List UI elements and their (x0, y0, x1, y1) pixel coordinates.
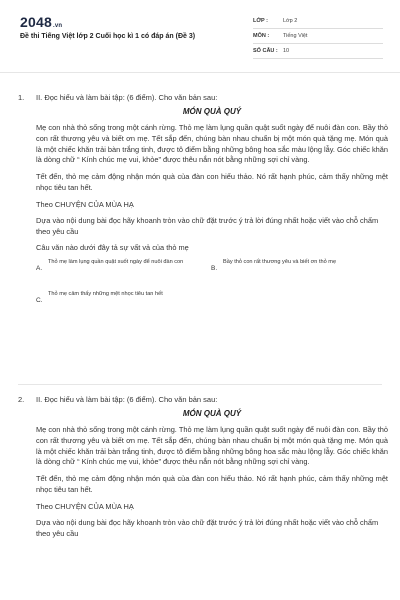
logo-text: 2048 (20, 14, 52, 30)
option-text: Thỏ mẹ làm lụng quần quật suốt ngày để nuôi đàn con (48, 259, 184, 266)
option-b[interactable] (211, 258, 391, 280)
site-logo[interactable] (20, 14, 62, 30)
answer-options (36, 258, 388, 320)
meta-label: SỐ CÂU : (253, 48, 278, 54)
question-body (36, 107, 388, 320)
meta-label: LỚP : (253, 18, 268, 24)
exam-meta (253, 14, 383, 59)
meta-value: Lớp 2 (283, 18, 298, 24)
meta-row-count (253, 44, 383, 59)
passage-paragraph: Mẹ con nhà thỏ sống trong một cánh rừng. Thỏ mẹ làm lụng quần quật suốt ngày để nuôi đàn con. Bầy thỏ con rất thương yêu và biết ơn mẹ. Tết sắp đến, chúng bàn nhau chuẩn bị một món quà tặng mẹ. Món quà là một chiếc khăn trải bàn trắng tinh, được tô điểm bằng những bông hoa sắc màu lộng lẫy. Góc chiếc khăn là dòng chữ “ Kính chúc mẹ vui, khỏe” được thêu nắn nót bằng những sợi chỉ vàng. (36, 425, 388, 467)
meta-label: MÔN : (253, 33, 270, 39)
passage-paragraph: Tết đến, thỏ mẹ cảm động nhận món quà của đàn con hiếu thảo. Nó rất hạnh phúc, cảm thấy những mệt nhọc tiêu tan hết. (36, 474, 388, 494)
logo-suffix: .vn (52, 23, 63, 29)
passage-source: Theo CHUYỆN CỦA MÙA HẠ (36, 199, 134, 209)
question-text: Câu văn nào dưới đây tả sự vất vả của thỏ mẹ (36, 243, 189, 253)
passage-paragraph: Tết đến, thỏ mẹ cảm động nhận món quà của đàn con hiếu thảo. Nó rất hạnh phúc, cảm thấy những mệt nhọc tiêu tan hết. (36, 172, 388, 192)
option-letter: A. (36, 265, 43, 273)
option-letter: B. (211, 265, 218, 273)
passage-title: MÓN QUÀ QUÝ (182, 107, 242, 116)
question-number: 2. (18, 395, 25, 404)
page-header (0, 0, 400, 72)
passage-source: Theo CHUYỆN CỦA MÙA HẠ (36, 501, 134, 511)
question-header (18, 395, 388, 407)
question-number: 1. (18, 93, 25, 102)
question-header (18, 93, 388, 105)
question-body (36, 409, 388, 539)
option-text: Bầy thỏ con rất thương yêu và biết ơn thỏ mẹ (223, 259, 337, 266)
header-divider (0, 72, 400, 73)
option-text: Thỏ mẹ cảm thấy những mệt nhọc tiêu tan hết (48, 291, 163, 298)
meta-value: Tiếng Việt (283, 33, 308, 39)
passage-paragraph: Mẹ con nhà thỏ sống trong một cánh rừng. Thỏ mẹ làm lụng quần quật suốt ngày để nuôi đàn con. Bầy thỏ con rất thương yêu và biết ơn mẹ. Tết sắp đến, chúng bàn nhau chuẩn bị một món quà tặng mẹ. Món quà là một chiếc khăn trải bàn trắng tinh, được tô điểm bằng những bông hoa sắc màu lộng lẫy. Góc chiếc khăn là dòng chữ “ Kính chúc mẹ vui, khỏe” được thêu nắn nót bằng những sợi chỉ vàng. (36, 123, 388, 165)
option-letter: C. (36, 297, 43, 305)
meta-value: 10 (283, 48, 290, 54)
question-1 (18, 93, 388, 320)
passage-title: MÓN QUÀ QUÝ (182, 409, 242, 418)
option-c[interactable] (36, 290, 216, 312)
task-instruction: Dựa vào nội dung bài đọc hãy khoanh tròn vào chữ đặt trước ý trả lời đúng nhất hoặc viết vào chỗ chấm theo yêu cầu (36, 216, 379, 236)
question-2 (18, 395, 388, 545)
meta-row-class (253, 14, 383, 29)
question-divider (18, 384, 382, 385)
exam-title: Đề thi Tiếng Việt lớp 2 Cuối học kì 1 có đáp án (Đề 3) (20, 33, 196, 40)
option-a[interactable] (36, 258, 216, 280)
question-instruction: II. Đọc hiểu và làm bài tập: (6 điểm). Cho văn bản sau: (36, 395, 218, 404)
task-instruction: Dựa vào nội dung bài đọc hãy khoanh tròn vào chữ đặt trước ý trả lời đúng nhất hoặc viết vào chỗ chấm theo yêu cầu (36, 518, 379, 538)
meta-row-subject (253, 29, 383, 44)
question-instruction: II. Đọc hiểu và làm bài tập: (6 điểm). Cho văn bản sau: (36, 93, 218, 102)
